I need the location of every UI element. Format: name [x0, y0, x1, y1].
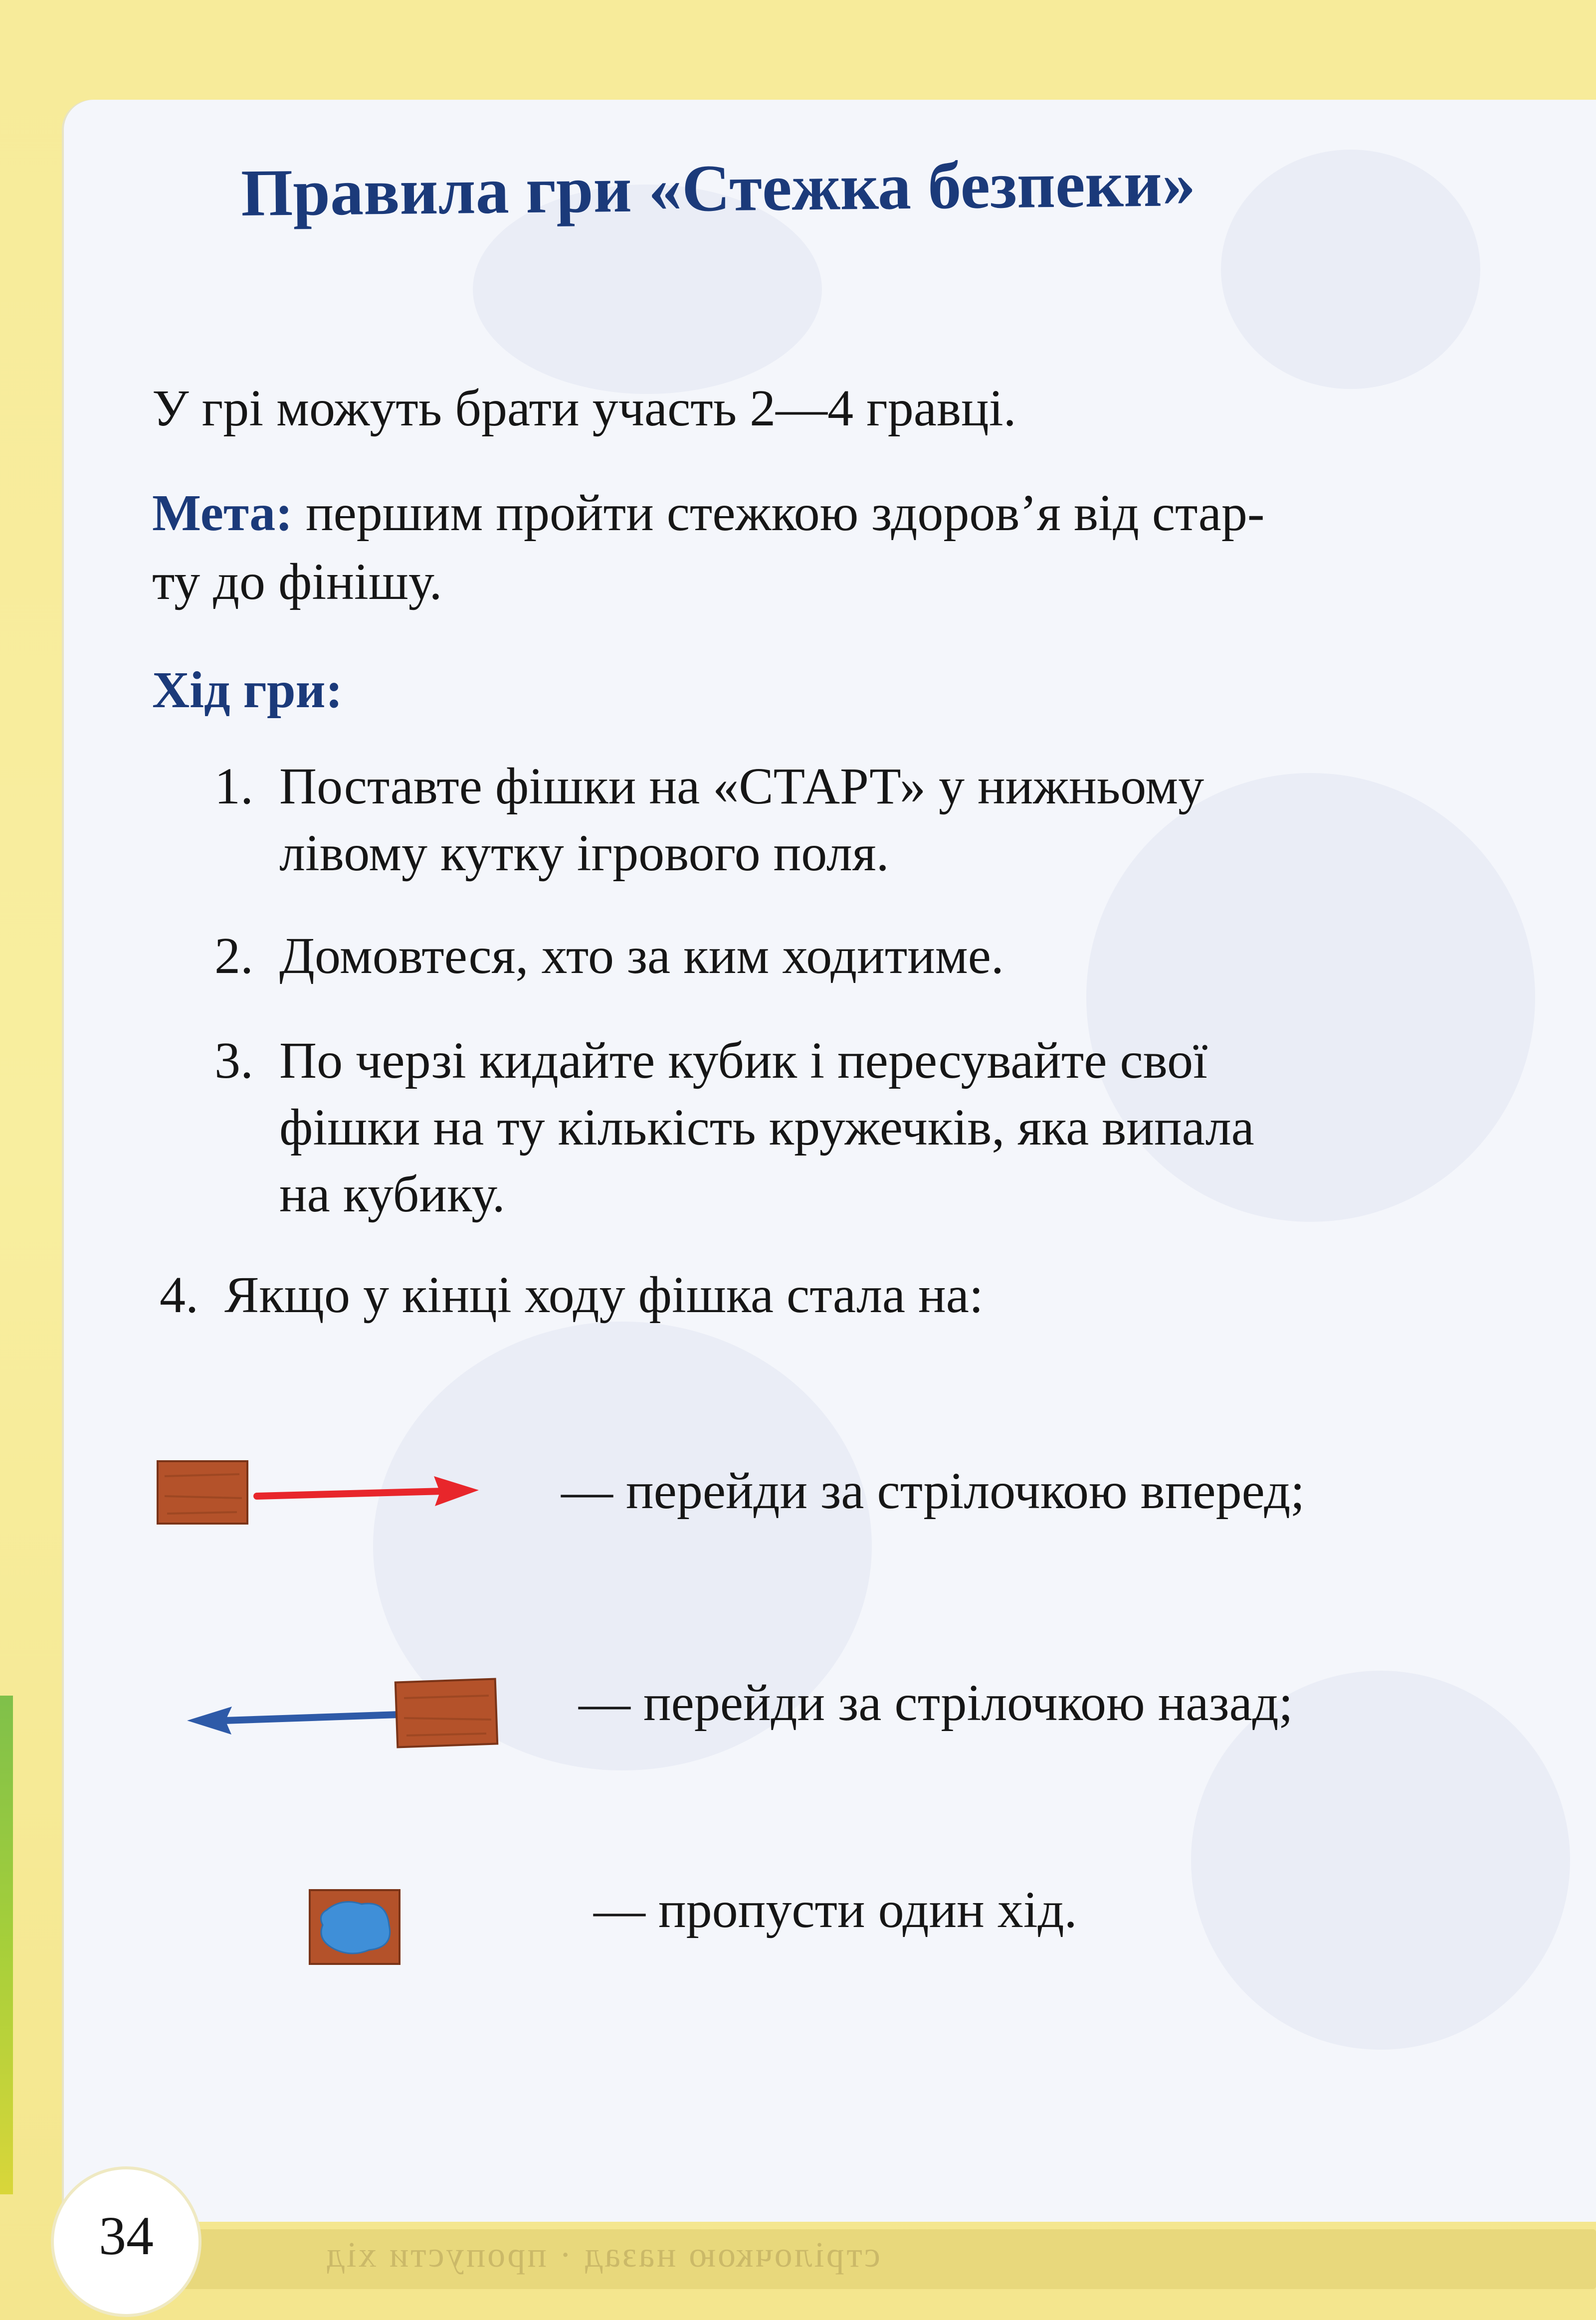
step-number: 4. [160, 1266, 199, 1324]
step-line: Поставте фішки на «СТАРТ» у нижньому [279, 758, 1204, 815]
goal-text-1: першим пройти стежкою здоров’я від стар- [305, 484, 1265, 542]
goal-line-1 [152, 479, 1469, 548]
step-line: По черзі кидайте кубик і пересувайте свої [279, 1032, 1207, 1089]
step-number: 2. [214, 927, 253, 984]
list-item [160, 1262, 1406, 1329]
step-text [279, 753, 1461, 887]
brown-square-blue-puddle-icon [307, 1885, 406, 1970]
step-number: 1. [214, 758, 253, 815]
step-line: лівому кутку ігрового поля. [279, 824, 889, 882]
list-item [214, 753, 1461, 887]
step-line: фішки на ту кількість кружечків, яка випала [279, 1099, 1254, 1156]
list-item [214, 1027, 1471, 1228]
step-number: 3. [214, 1032, 253, 1089]
step-line: Домовтеся, хто за ким ходитиме. [279, 927, 1004, 984]
step-line: на кубику. [279, 1165, 505, 1223]
step-text [224, 1262, 984, 1329]
goal-text-2: ту до фінішу. [152, 553, 442, 610]
step-text [279, 923, 1461, 989]
mirrored-bleed-text: стрілочкою назад · пропусти хід [324, 2235, 880, 2275]
blue-arrow-back-brown-square-icon [185, 1671, 504, 1750]
step-text [279, 1027, 1471, 1228]
step-line: Якщо у кінці ходу фішка стала на: [224, 1266, 984, 1324]
left-edge-strip [0, 1696, 13, 2194]
brown-square-red-arrow-forward-icon [155, 1456, 484, 1531]
intro-text [152, 374, 1016, 443]
course-label: Хід гри: [152, 661, 343, 719]
intro-line: У грі можуть брати участь 2—4 гравці. [152, 380, 1016, 437]
legend-text-back: — перейди за стрілочкою назад; [579, 1674, 1293, 1732]
legend-text-forward: — перейди за стрілочкою вперед; [561, 1462, 1305, 1520]
goal-paragraph [152, 479, 1469, 616]
list-item [214, 923, 1461, 989]
legend-text-skip: — пропусти один хід. [594, 1881, 1077, 1938]
page-number: 34 [99, 2205, 154, 2266]
page-title: Правила гри «Стежка безпеки» [240, 146, 1196, 230]
goal-label: Мета: [152, 484, 293, 542]
